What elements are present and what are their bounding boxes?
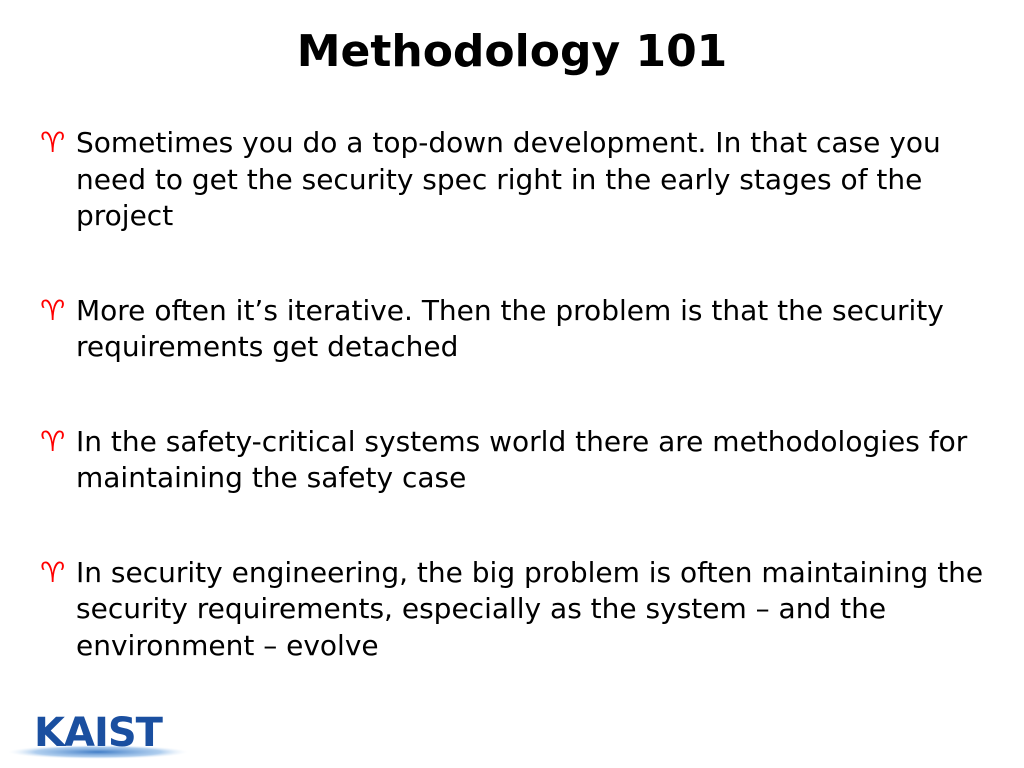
slide-title: Methodology 101 — [296, 26, 728, 77]
bullet-text: In security engineering, the big problem is often maintaining the security requirements, especially as the system – and the environment – evolve — [76, 555, 984, 662]
logo-text: KAIST — [34, 710, 162, 756]
bullet-item — [40, 555, 990, 665]
kaist-logo — [6, 700, 188, 762]
bullet-text: In the safety-critical systems world there are methodologies for maintaining the safety case — [76, 424, 968, 494]
bullet-text: Sometimes you do a top-down development. In that case you need to get the security spec right in the early stages of the project — [76, 126, 941, 232]
bullet-item — [40, 125, 990, 235]
bullet-ram-icon: ♈ — [40, 293, 66, 327]
bullet-text: More often it’s iterative. Then the problem is that the security requirements get detached — [76, 293, 944, 363]
bullet-item — [40, 424, 990, 497]
bullet-list — [40, 125, 990, 664]
bullet-item — [40, 293, 990, 366]
bullet-ram-icon: ♈ — [40, 126, 66, 159]
bullet-ram-icon: ♈ — [40, 555, 66, 589]
bullet-ram-icon: ♈ — [40, 424, 66, 458]
